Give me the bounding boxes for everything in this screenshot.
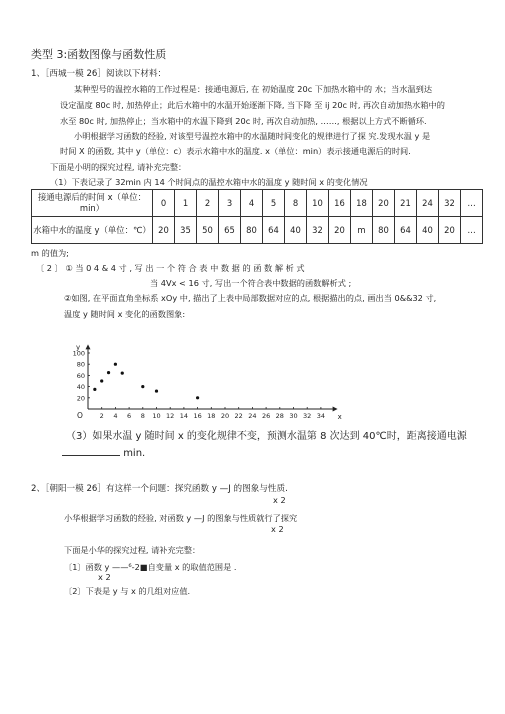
table-cell-y: 80 bbox=[241, 217, 263, 244]
x-tick-label: 12 bbox=[166, 412, 175, 420]
table-cell-x: 4 bbox=[241, 190, 263, 217]
y-axis-label: y bbox=[76, 343, 81, 352]
table-cell-x: … bbox=[461, 190, 483, 217]
table-cell-y: 20 bbox=[439, 217, 461, 244]
y-tick-label: 40 bbox=[76, 383, 85, 392]
table-cell-y: m bbox=[351, 217, 373, 244]
x-tick-label: 26 bbox=[261, 412, 271, 420]
table-cell-x: 3 bbox=[219, 190, 241, 217]
origin-label: O bbox=[77, 411, 83, 420]
q1-part-2-line-1: 〔 2 〕 ① 当 0 4 & 4 寸 , 写 出 一 个 符 合 表 中 数 据 的 函 数 解 析 式 bbox=[36, 263, 305, 273]
data-point bbox=[100, 379, 103, 382]
q2-part-2: 〔2〕下表是 y 与 x 的几组对应值. bbox=[64, 586, 191, 596]
table-cell-x: 8 bbox=[285, 190, 307, 217]
data-point bbox=[107, 371, 110, 374]
table-row-time bbox=[32, 190, 483, 217]
table-cell-x: 21 bbox=[395, 190, 417, 217]
x-tick-label: 32 bbox=[303, 412, 312, 420]
x-axis-arrow bbox=[333, 407, 338, 412]
table-cell-x: 2 bbox=[197, 190, 219, 217]
q2-fraction-denominator-2: x 2 bbox=[271, 524, 284, 534]
x-tick-label: 28 bbox=[275, 412, 284, 420]
section-heading: 类型 3:函数图像与函数性质 bbox=[31, 48, 167, 61]
q1-paragraph-6: 下面是小明的探究过程, 请补充完整： bbox=[50, 162, 187, 172]
x-tick-label: 20 bbox=[220, 412, 230, 420]
table-cell-y: 40 bbox=[285, 217, 307, 244]
x-tick-label: 18 bbox=[207, 412, 216, 420]
x-tick-label: 22 bbox=[234, 412, 243, 420]
x-tick-label: 2 bbox=[99, 412, 104, 420]
x-tick-label: 4 bbox=[113, 412, 118, 420]
table-cell-x: 18 bbox=[351, 190, 373, 217]
table-cell-x: 24 bbox=[417, 190, 439, 217]
question-1-label: 1、［西城一模 26］阅读以下材料： bbox=[31, 69, 167, 79]
answer-blank bbox=[62, 446, 120, 456]
data-point bbox=[141, 385, 144, 388]
x-tick-label: 24 bbox=[248, 412, 257, 420]
q2-fraction-denominator-1: x 2 bbox=[273, 495, 286, 505]
q1-part-3-answer bbox=[62, 446, 145, 459]
table-cell-x: 32 bbox=[439, 190, 461, 217]
q1-part-3-text: （3）如果水温 y 随时间 x 的变化规律不变，预测水温第 8 次达到 40℃时，距离接通电源 bbox=[66, 431, 467, 442]
x-tick-label: 8 bbox=[140, 412, 145, 420]
y-tick-label: 60 bbox=[76, 371, 85, 380]
table-cell-y: 32 bbox=[307, 217, 329, 244]
data-point bbox=[196, 396, 199, 399]
data-point bbox=[93, 388, 96, 391]
table-row-header: 接通电源后的时间 x（单位：min） bbox=[32, 190, 153, 217]
q1-paragraph-5: 时间 X 的函数, 其中 y（单位：c）表示水箱中水的温度. x（单位：min）表示接通电源后的时间. bbox=[60, 146, 411, 156]
table-cell-y: 64 bbox=[263, 217, 285, 244]
x-tick-label: 10 bbox=[152, 412, 161, 420]
q1-part-1-intro: （1）下表记录了 32min 内 14 个时间点的温控水箱中水的温度 y 随时间 x 的变化情况 bbox=[50, 177, 368, 187]
table-cell-y: 50 bbox=[197, 217, 219, 244]
data-point bbox=[121, 372, 124, 375]
table-row-temperature bbox=[32, 217, 483, 244]
q1-part-2-line-4: 温度 y 随时间 x 变化的函数图象: bbox=[64, 309, 186, 319]
y-tick-label: 20 bbox=[76, 394, 85, 403]
table-cell-y: 35 bbox=[175, 217, 197, 244]
table-cell-y: … bbox=[461, 217, 483, 244]
y-tick-label: 100 bbox=[72, 349, 85, 358]
table-cell-y: 64 bbox=[395, 217, 417, 244]
q2-paragraph-1: 小华根据学习函数的经验, 对函数 y —J 的图象与性质就行了探究 bbox=[64, 513, 298, 523]
q1-paragraph-1: 某种型号的温控水箱的工作过程是：接通电源后, 在 初始温度 20c 下加热水箱中的 水；当水温到达 bbox=[74, 84, 433, 94]
y-axis-arrow bbox=[86, 344, 91, 349]
table-cell-y: 40 bbox=[417, 217, 439, 244]
x-tick-label: 30 bbox=[289, 412, 298, 420]
x-axis-label: x bbox=[337, 413, 342, 421]
data-point bbox=[114, 363, 117, 366]
q1-paragraph-4: 小明根据学习函数的经验, 对该型号温控水箱中的水温随时间变化的规律进行了探 究.发现水温 y 是 bbox=[74, 131, 431, 141]
y-tick-label: 80 bbox=[76, 360, 85, 369]
data-point bbox=[155, 389, 158, 392]
table-cell-y: 20 bbox=[329, 217, 351, 244]
table-cell-x: 10 bbox=[307, 190, 329, 217]
scatter-graph bbox=[70, 322, 350, 422]
x-tick-label: 6 bbox=[127, 412, 132, 420]
q1-part-2-line-3: ②如图, 在平面直角坐标系 xOy 中, 描出了上表中局部数据对应的点, 根据描出的点, 画出当 0&&32 寸, bbox=[64, 293, 437, 303]
table-cell-y: 80 bbox=[373, 217, 395, 244]
question-2-label: 2、［朝阳一模 26］有这样一个问题：探究函数 y —J 的图象与性质. bbox=[31, 484, 288, 494]
q2-paragraph-2: 下面是小华的探究过程, 请补充完整： bbox=[64, 545, 201, 555]
table-cell-x: 16 bbox=[329, 190, 351, 217]
table-cell-x: 1 bbox=[175, 190, 197, 217]
table-cell-y: 20 bbox=[153, 217, 175, 244]
x-tick-label: 16 bbox=[193, 412, 202, 420]
table-cell-x: 20 bbox=[373, 190, 395, 217]
table-cell-y: 65 bbox=[219, 217, 241, 244]
q1-part-2-line-2: 当 4Vx < 16 寸, 写出一个符合表中数据的函数解析式 ; bbox=[150, 278, 352, 288]
q1-part-3 bbox=[66, 431, 467, 442]
q2-fraction-denominator-3: x 2 bbox=[98, 572, 111, 582]
table-row-header: 水箱中水的温度 y（单位：℃） bbox=[32, 217, 153, 244]
x-tick-label: 34 bbox=[316, 412, 326, 420]
x-tick-label: 14 bbox=[179, 412, 189, 420]
q2-part-1: 〔1〕函数 y ——⁶-2■自变量 x 的取值范围是 . bbox=[64, 562, 237, 572]
q1-paragraph-3: 水至 80c 时, 加热停止；当水箱中的水温下降到 20c 时, 再次自动加热, ……, 根据以上方式不断循环. bbox=[60, 116, 427, 126]
data-table bbox=[31, 189, 483, 244]
table-cell-x: 0 bbox=[153, 190, 175, 217]
q1-part-3-unit: min. bbox=[123, 448, 146, 459]
q1-paragraph-2: 设定温度 80c 时, 加热停止；此后水箱中的水温开始逐渐下降, 当下降 至 ij 20c 时, 再次自动加热水箱中的 bbox=[60, 100, 445, 110]
m-value-line: m 的值为; bbox=[31, 248, 69, 258]
table-cell-x: 5 bbox=[263, 190, 285, 217]
